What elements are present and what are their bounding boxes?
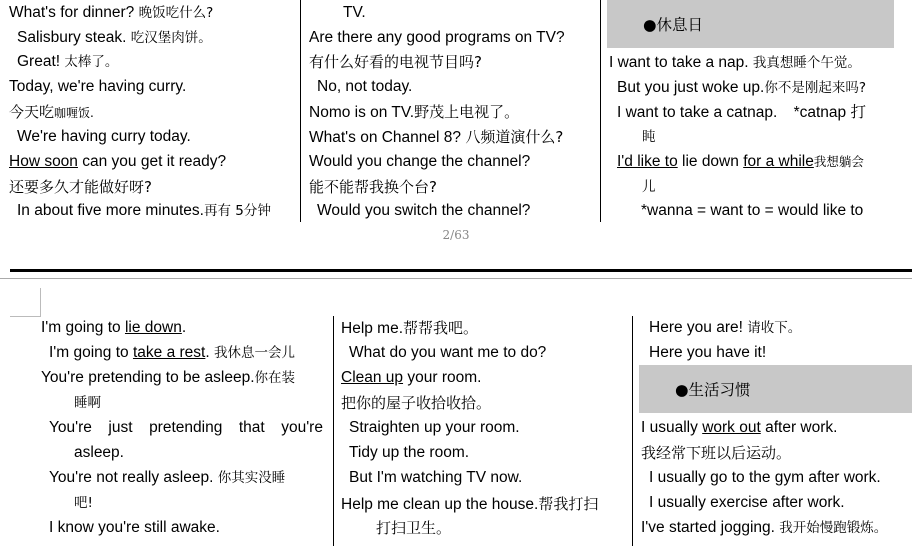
- chinese-text: 太棒了。: [64, 54, 119, 70]
- section-heading: [675, 378, 751, 403]
- chinese-text: 你在装: [254, 370, 296, 386]
- chinese-text: 有什么好看的电视节目吗?: [309, 53, 482, 71]
- text-line: [17, 199, 271, 223]
- section-heading-text: ●生活习惯: [675, 381, 751, 399]
- underlined-phrase: lie down: [124, 319, 182, 336]
- english-text: What's for dinner?: [9, 4, 135, 21]
- chinese-text: 你其实没睡: [217, 470, 286, 486]
- english-word: pretending: [149, 419, 223, 436]
- english-text: Would you switch the channel?: [317, 202, 531, 219]
- text-line: [349, 341, 546, 365]
- text-line: [317, 75, 412, 99]
- underlined-phrase: take a rest: [132, 344, 206, 361]
- text-line: [649, 466, 881, 490]
- english-text: What do you want me to do?: [349, 344, 547, 361]
- chinese-text: 还要多久才能做好呀?: [9, 178, 152, 196]
- text-line: [309, 100, 519, 124]
- text-line: [9, 150, 226, 174]
- english-text: Are there any good programs on TV?: [309, 29, 565, 46]
- english-text: .: [205, 344, 210, 361]
- english-text: But I'm watching TV now.: [349, 469, 523, 486]
- english-text: I want to take a catnap.: [617, 104, 778, 121]
- text-line: [9, 1, 213, 25]
- english-text: I'm going to: [41, 319, 121, 336]
- text-line: [642, 175, 656, 199]
- chinese-text: 再有 5分钟: [203, 203, 271, 219]
- text-line: [309, 50, 482, 74]
- column-divider: [600, 0, 601, 222]
- text-line: [309, 125, 563, 149]
- english-text: lie down: [682, 153, 739, 170]
- text-line: [9, 100, 94, 124]
- underlined-phrase: work out: [702, 419, 761, 436]
- text-line: [74, 441, 124, 465]
- column-divider: [300, 0, 301, 222]
- chinese-text: 我休息一会儿: [213, 345, 295, 361]
- english-text: Straighten up your room.: [349, 419, 520, 436]
- english-text: Here you are!: [649, 319, 743, 336]
- english-text: I'm going to: [49, 344, 129, 361]
- chinese-text: 我经常下班以后运动。: [641, 444, 792, 462]
- chinese-text: 儿: [642, 179, 656, 195]
- text-line: [9, 75, 186, 99]
- section-heading-text: ●休息日: [643, 16, 704, 34]
- english-text: Today, we're having curry.: [9, 78, 187, 95]
- english-text: Would you change the channel?: [309, 153, 531, 170]
- text-line: [649, 491, 845, 515]
- chinese-text: 今天吃: [9, 103, 55, 121]
- english-text: We're having curry today.: [17, 128, 191, 145]
- english-text: No, not today.: [317, 78, 413, 95]
- english-word: just: [108, 419, 133, 436]
- text-line: [49, 341, 295, 365]
- english-text: I usually: [641, 419, 698, 436]
- text-line: [309, 150, 530, 174]
- english-text: What's on Channel 8?: [309, 129, 462, 146]
- text-line: [74, 391, 101, 415]
- english-text: TV.: [343, 4, 366, 21]
- text-line: [649, 316, 801, 340]
- english-text: Nomo is on TV.: [309, 104, 415, 121]
- page-separator: [0, 262, 912, 288]
- text-line: [641, 199, 863, 223]
- text-line: [74, 491, 93, 515]
- chinese-text: 我开始慢跑锻炼。: [779, 520, 888, 536]
- chinese-text: 野茂上电视了。: [414, 103, 520, 121]
- text-line: [49, 416, 323, 440]
- chinese-text: 能不能帮我换个台?: [309, 178, 437, 196]
- text-line: [617, 76, 866, 100]
- chinese-text: 咖喱饭.: [54, 106, 94, 120]
- text-line: [349, 441, 469, 465]
- chinese-text: 打扫卫生。: [376, 519, 452, 537]
- chinese-text: 请收下。: [747, 320, 802, 336]
- english-word: you're: [281, 419, 323, 436]
- chinese-text: 吧!: [74, 495, 93, 511]
- english-text: I usually exercise after work.: [649, 494, 845, 511]
- chinese-text: 吃汉堡肉饼。: [130, 30, 212, 46]
- english-text: You're not really asleep.: [49, 469, 214, 486]
- english-text: In about five more minutes.: [17, 202, 204, 219]
- english-text: can you get it ready?: [82, 153, 227, 170]
- text-line: [9, 175, 152, 199]
- text-line: [641, 416, 837, 440]
- page-separator-line: [0, 278, 912, 279]
- text-line: [343, 1, 366, 25]
- column-divider: [333, 316, 334, 546]
- english-text: after work.: [765, 419, 838, 436]
- page-2: [0, 288, 912, 546]
- note-text: *wanna = want to = would like to: [641, 202, 864, 219]
- text-line: [617, 101, 866, 125]
- text-line: [617, 150, 864, 174]
- column-divider: [632, 316, 633, 546]
- text-line: [609, 51, 861, 75]
- english-text: I usually go to the gym after work.: [649, 469, 881, 486]
- section-heading: [643, 13, 703, 38]
- text-line: [341, 366, 481, 390]
- english-text: You're pretending to be asleep.: [41, 369, 255, 386]
- english-text: But you just woke up.: [617, 79, 765, 96]
- page-corner-mark: [10, 288, 41, 317]
- underlined-phrase: How soon: [9, 153, 78, 170]
- text-line: [17, 26, 212, 50]
- english-text: .: [181, 319, 187, 336]
- text-line: [41, 316, 186, 340]
- page-1: [0, 0, 912, 262]
- chinese-text: 我真想睡个午觉。: [752, 55, 861, 71]
- english-text: your room.: [407, 369, 482, 386]
- chinese-text: 我想躺会: [813, 154, 864, 169]
- text-line: [376, 516, 451, 540]
- text-line: [49, 466, 285, 490]
- text-line: [649, 341, 766, 365]
- text-line: [341, 391, 491, 415]
- text-line: [349, 416, 520, 440]
- text-line: [641, 441, 791, 465]
- english-text: I know you're still awake.: [49, 519, 220, 536]
- english-text: Great!: [17, 53, 61, 70]
- chinese-text: 帮帮我吧。: [403, 319, 479, 337]
- text-line: [642, 125, 656, 149]
- page-separator-bar: [10, 269, 912, 272]
- text-line: [17, 125, 191, 149]
- english-word: You're: [49, 419, 92, 436]
- underlined-phrase: Clean up: [341, 369, 404, 386]
- text-line: [309, 175, 437, 199]
- chinese-text: 晚饭吃什么?: [138, 5, 214, 21]
- chinese-text: 八频道演什么?: [465, 128, 564, 146]
- text-line: [641, 516, 887, 540]
- page-number: 2/63: [442, 228, 470, 242]
- text-line: [349, 466, 522, 490]
- text-line: [17, 50, 118, 74]
- underlined-phrase: I'd like to: [617, 153, 678, 170]
- english-text: Tidy up the room.: [349, 444, 470, 461]
- text-line: [309, 26, 565, 50]
- chinese-text: 把你的屋子收拾收拾。: [341, 394, 492, 412]
- text-line: [49, 516, 220, 540]
- english-word: that: [238, 419, 265, 436]
- chinese-text: 你不是刚起来吗?: [764, 80, 867, 96]
- chinese-text: 帮我打扫: [538, 495, 599, 513]
- english-text: I want to take a nap.: [609, 54, 749, 71]
- chinese-text: 睡啊: [74, 395, 101, 411]
- english-text: Help me.: [341, 320, 404, 337]
- text-line: [341, 316, 478, 340]
- text-line: [317, 199, 530, 223]
- text-line: [341, 492, 598, 516]
- english-text: I've started jogging.: [641, 519, 775, 536]
- english-text: asleep.: [74, 444, 124, 461]
- text-line: [41, 366, 295, 390]
- english-text: Salisbury steak.: [17, 29, 127, 46]
- english-text: Here you have it!: [649, 344, 767, 361]
- chinese-text: 盹: [642, 129, 656, 145]
- underlined-phrase: for a while: [743, 153, 814, 170]
- note-text: *catnap 打: [793, 104, 866, 121]
- english-text: Help me clean up the house.: [341, 496, 539, 513]
